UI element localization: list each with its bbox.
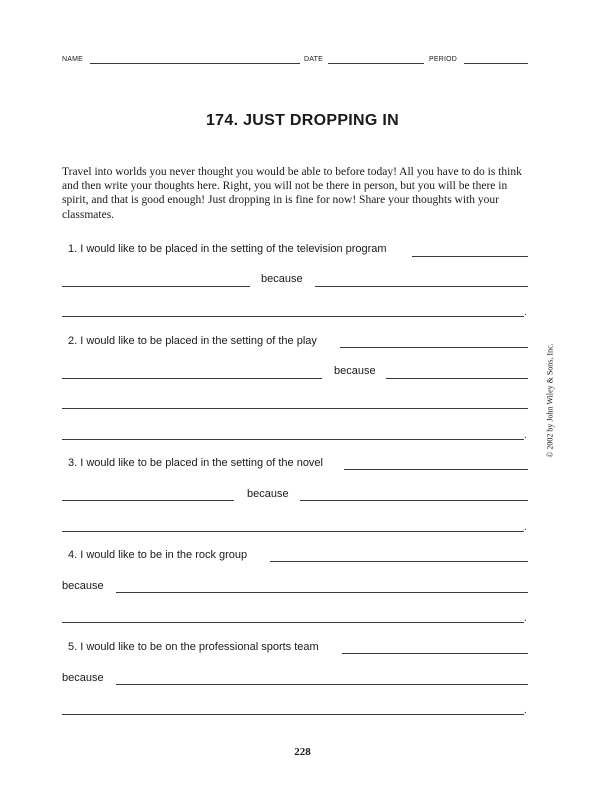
- end-period: .: [524, 307, 527, 318]
- page-number: 228: [294, 746, 311, 758]
- question-prompt: 2. I would like to be placed in the setting of the play: [68, 335, 321, 347]
- answer-line[interactable]: [116, 684, 528, 685]
- answer-line[interactable]: [340, 347, 528, 348]
- answer-line[interactable]: [342, 653, 528, 654]
- answer-line[interactable]: [270, 561, 528, 562]
- answer-line[interactable]: [386, 378, 528, 379]
- answer-line[interactable]: [315, 286, 528, 287]
- answer-line[interactable]: [300, 500, 528, 501]
- because-label: because: [62, 672, 104, 684]
- answer-line[interactable]: [62, 378, 322, 379]
- date-blank[interactable]: [328, 63, 424, 64]
- answer-line[interactable]: [62, 408, 528, 409]
- answer-line[interactable]: [62, 622, 524, 623]
- because-label: because: [62, 580, 104, 592]
- intro-paragraph: Travel into worlds you never thought you would be able to before today! All you have to do is think and then write your thoughts here. Right, you will not be there in person, but you will be there in spirit, and that is good enough! Just dropping in is fine for now! Share your thoughts with your classmates.: [62, 166, 522, 221]
- end-period: .: [524, 705, 527, 716]
- question-prompt: 1. I would like to be placed in the setting of the television program: [68, 243, 391, 255]
- question-prompt: 3. I would like to be placed in the setting of the novel: [68, 457, 327, 469]
- name-label: NAME: [62, 56, 84, 63]
- answer-line[interactable]: [62, 286, 250, 287]
- date-label: DATE: [304, 56, 323, 63]
- end-period: .: [524, 613, 527, 624]
- period-label: PERIOD: [429, 56, 458, 63]
- because-label: because: [261, 273, 303, 285]
- question-prompt: 4. I would like to be in the rock group: [68, 549, 251, 561]
- question-prompt: 5. I would like to be on the professional sports team: [68, 641, 323, 653]
- end-period: .: [524, 522, 527, 533]
- answer-line[interactable]: [62, 500, 234, 501]
- name-blank[interactable]: [90, 63, 300, 64]
- because-label: because: [334, 365, 376, 377]
- answer-line[interactable]: [62, 439, 524, 440]
- answer-line[interactable]: [412, 256, 528, 257]
- copyright-notice: © 2002 by John Wiley & Sons, Inc.: [545, 343, 555, 458]
- answer-line[interactable]: [344, 469, 528, 470]
- answer-line[interactable]: [62, 531, 524, 532]
- page-title: 174. JUST DROPPING IN: [205, 112, 400, 129]
- period-blank[interactable]: [464, 63, 528, 64]
- because-label: because: [247, 488, 289, 500]
- end-period: .: [524, 430, 527, 441]
- answer-line[interactable]: [116, 592, 528, 593]
- answer-line[interactable]: [62, 714, 524, 715]
- answer-line[interactable]: [62, 316, 524, 317]
